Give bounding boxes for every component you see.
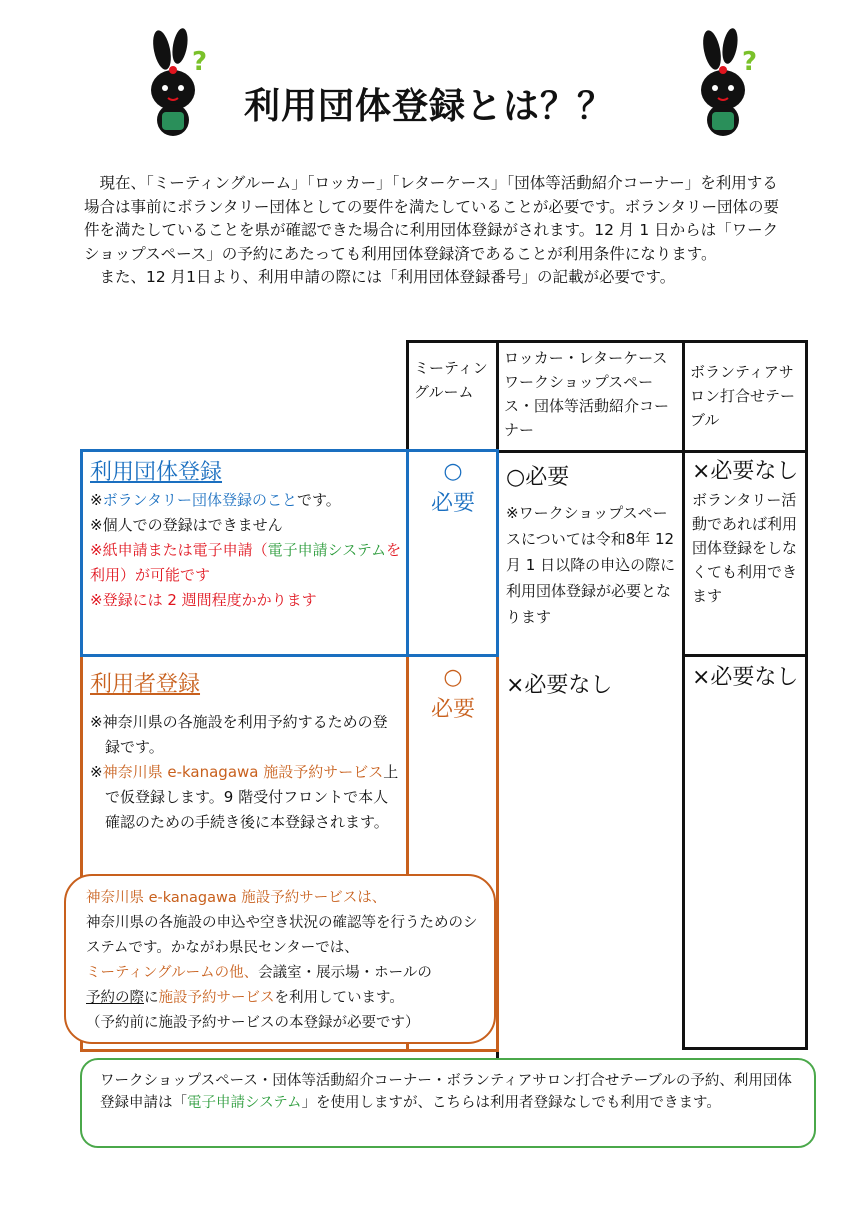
svg-text:?: ? (742, 47, 758, 77)
row2-meeting-required: ○ 必要 (430, 665, 475, 722)
header-locker: ロッカー・レターケースワークショップスペース・団体等活動紹介コーナー (504, 349, 670, 439)
row-user-registration: 利用者登録 ※神奈川県の各施設を利用予約するための登録です。 ※神奈川県 e-kanagawa 施設予約サービス上で仮登録します。9 階受付フロントで本人確認のための手続き後に本登録されます。 (90, 670, 402, 835)
row1-meeting-required: ○ 必要 (430, 459, 475, 516)
e-kanagawa-service-text: 神奈川県 e-kanagawa 施設予約サービス (102, 763, 384, 781)
row-group-registration: 利用団体登録 ※ボランタリー団体登録のことです。 ※個人での登録はできません ※紙申請または電子申請（電子申請システムを利用）が可能です ※登録には 2 週間程度かかります (90, 460, 402, 609)
footer-note: ワークショップスペース・団体等活動紹介コーナー・ボランティアサロン打合せテーブルの予約、利用団体登録申請は「電子申請システム」を使用しますが、こちらは利用者登録なしでも利用できます。 (80, 1058, 816, 1148)
row2-salon-not-required: ×必要なし (692, 665, 799, 690)
header-meeting-room: ミーティングルーム (414, 359, 488, 401)
intro-paragraph-2: また、12 月1日より、利用申請の際には「利用団体登録番号」の記載が必要です。 (99, 268, 676, 286)
row1-locker-required: ○必要 ※ワークショップスペースについては令和8年 12 月 1 日以降の申込の際に利用団体登録が必要となります (506, 465, 676, 626)
row2-locker-not-required: ×必要なし (506, 673, 613, 698)
page-title: 利用団体登録とは？？ (243, 86, 614, 127)
group-registration-title: 利用団体登録 (90, 460, 223, 485)
intro-text (84, 172, 784, 290)
footer-e-application-text: 電子申請システム (187, 1095, 302, 1111)
volunteer-registration-link: ボランタリー団体登録のこと (102, 491, 297, 509)
row1-salon-not-required: ×必要なし ボランタリー活動であれば利用団体登録をしなくても利用できます (692, 459, 799, 605)
e-kanagawa-callout: 神奈川県 e-kanagawa 施設予約サービスは、 神奈川県の各施設の申込や空き状況の確認等を行うためのシステムです。かながわ県民センターでは、 ミーティングルームの他、会議室・展示場・ホールの 予約の際に施設予約サービスを利用しています。 （予約前に施設予約サービスの本登録が必要です） (64, 874, 496, 1044)
user-registration-title: 利用者登録 (90, 672, 201, 697)
header-salon: ボランティアサロン打合せテーブル (690, 363, 796, 429)
svg-text:?: ? (192, 47, 208, 77)
intro-paragraph-1: 現在、「ミーティングルーム」「ロッカー」「レターケース」「団体等活動紹介コーナー」を利用する場合は事前にボランタリー団体としての要件を満たしていることが必要です。ボランタリー団体の要件を満たしていることを県が確認できた場合に利用団体登録がされます。12 月 1 日からは「ワークショップスペース」の予約にあたっても利用団体登録済であることが利用条件になります。 (84, 174, 780, 263)
e-application-system-text: 電子申請システム (267, 541, 387, 559)
